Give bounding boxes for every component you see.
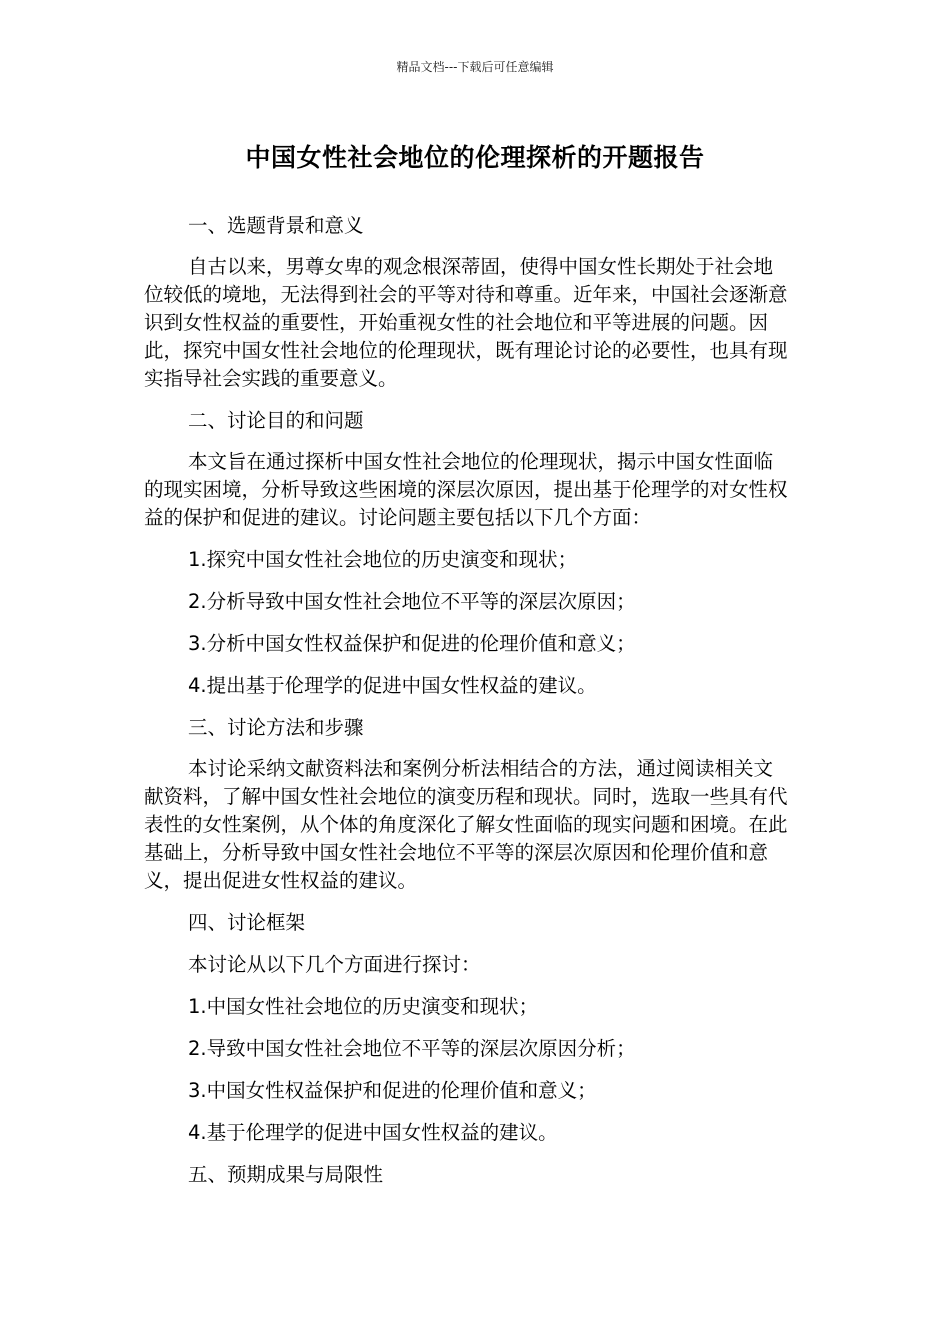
list-item: 3.中国女性权益保护和促进的伦理价值和意义； bbox=[188, 1079, 597, 1102]
document-body bbox=[144, 212, 792, 1189]
list-item: 4.提出基于伦理学的促进中国女性权益的建议。 bbox=[188, 674, 597, 697]
paragraph-framework-intro: 本讨论从以下几个方面进行探讨： bbox=[188, 953, 481, 976]
list-item: 1.探究中国女性社会地位的历史演变和现状； bbox=[188, 548, 578, 571]
list-item: 3.分析中国女性权益保护和促进的伦理价值和意义； bbox=[188, 632, 636, 655]
section-heading-framework: 四、讨论框架 bbox=[188, 911, 306, 934]
section-heading-outcomes: 五、预期成果与局限性 bbox=[188, 1163, 384, 1186]
page-header-note: 精品文档---下载后可任意编辑 bbox=[396, 60, 554, 74]
section-heading-method: 三、讨论方法和步骤 bbox=[188, 716, 364, 739]
document-title: 中国女性社会地位的伦理探析的开题报告 bbox=[245, 143, 705, 172]
paragraph-method: 本讨论采纳文献资料法和案例分析法相结合的方法，通过阅读相关文献资料，了解中国女性社会地位的演变历程和现状。同时，选取一些具有代表性的女性案例，从个体的角度深化了解女性面临的现实问题和困境。在此基础上，分析导致中国女性社会地位不平等的深层次原因和伦理价值和意义，提出促进女性权益的建议。 bbox=[144, 757, 788, 892]
paragraph-background: 自古以来，男尊女卑的观念根深蒂固，使得中国女性长期处于社会地位较低的境地，无法得到社会的平等对待和尊重。近年来，中国社会逐渐意识到女性权益的重要性，开始重视女性的社会地位和平等进展的问题。因此，探究中国女性社会地位的伦理现状，既有理论讨论的必要性，也具有现实指导社会实践的重要意义。 bbox=[144, 255, 788, 390]
section-heading-purpose: 二、讨论目的和问题 bbox=[188, 409, 364, 432]
list-item: 2.导致中国女性社会地位不平等的深层次原因分析； bbox=[188, 1037, 636, 1060]
section-heading-background: 一、选题背景和意义 bbox=[188, 214, 364, 237]
list-item: 1.中国女性社会地位的历史演变和现状； bbox=[188, 995, 539, 1018]
paragraph-purpose: 本文旨在通过探析中国女性社会地位的伦理现状，揭示中国女性面临的现实困境，分析导致这些困境的深层次原因，提出基于伦理学的对女性权益的保护和促进的建议。讨论问题主要包括以下几个方面： bbox=[144, 450, 788, 529]
list-item: 4.基于伦理学的促进中国女性权益的建议。 bbox=[188, 1121, 558, 1144]
list-item: 2.分析导致中国女性社会地位不平等的深层次原因； bbox=[188, 590, 636, 613]
